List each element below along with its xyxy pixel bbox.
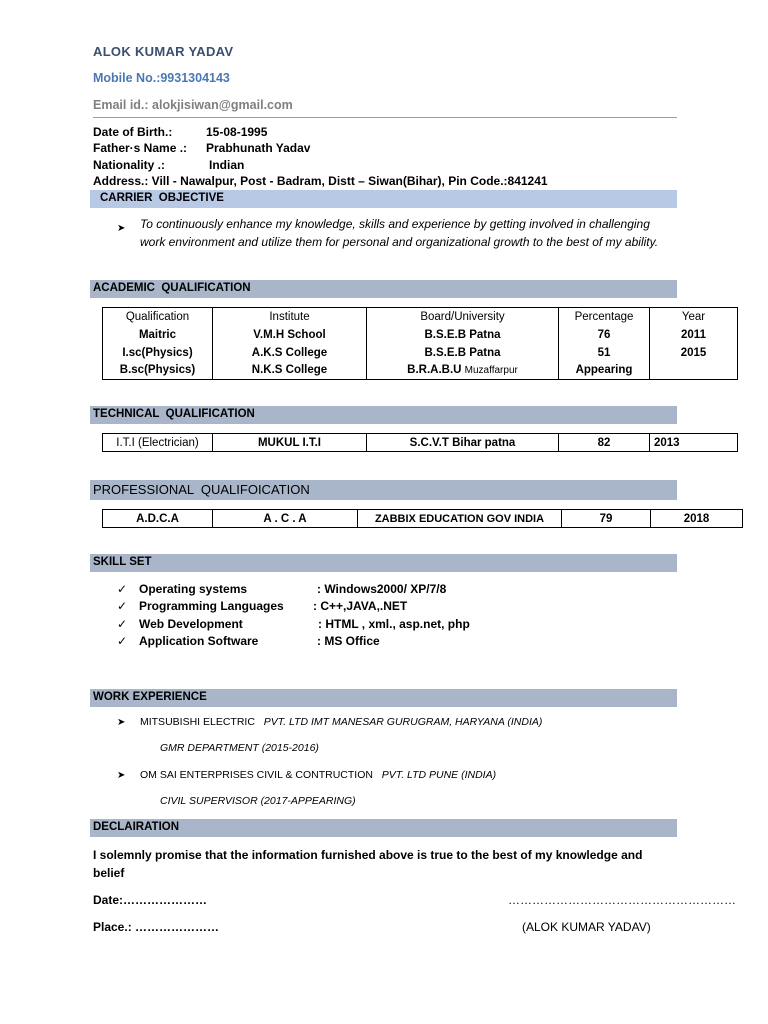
dob-value: 15-08-1995 bbox=[206, 125, 268, 139]
skill-value: : Windows2000/ XP/7/8 bbox=[317, 582, 447, 596]
check-bullet-icon: ✓ bbox=[117, 582, 128, 596]
signature-name: (ALOK KUMAR YADAV) bbox=[522, 920, 651, 934]
professional-table bbox=[102, 509, 743, 528]
candidate-name: ALOK KUMAR YADAV bbox=[93, 44, 234, 59]
date-field: Date:………………… bbox=[93, 893, 208, 907]
skill-value: : HTML , xml., asp.net, php bbox=[318, 617, 470, 631]
technical-table bbox=[102, 433, 738, 452]
signature-line: ………………………………………………… bbox=[508, 893, 736, 907]
table-cell: A . C . A bbox=[213, 510, 358, 528]
table-cell: V.M.H School bbox=[213, 326, 367, 344]
table-cell: I.T.I (Electrician) bbox=[103, 434, 213, 452]
nationality-label: Nationality .: bbox=[93, 158, 166, 172]
dob-label: Date of Birth.: bbox=[93, 125, 173, 139]
list-item bbox=[117, 716, 542, 728]
job-role: GMR DEPARTMENT (2015-2016) bbox=[160, 742, 319, 754]
declaration-text: I solemnly promise that the information furnished above is true to the best of my knowledge and belief bbox=[93, 848, 643, 880]
table-header: Institute bbox=[213, 308, 367, 326]
table-cell: Appearing bbox=[559, 362, 650, 380]
academic-table bbox=[102, 307, 738, 380]
table-row bbox=[103, 326, 738, 344]
mobile-number: Mobile No.:9931304143 bbox=[93, 71, 230, 85]
table-row bbox=[103, 434, 738, 452]
check-bullet-icon: ✓ bbox=[117, 617, 128, 631]
table-cell: N.K.S College bbox=[213, 362, 367, 380]
board-city: Muzaffarpur bbox=[464, 365, 518, 377]
nationality-value: Indian bbox=[209, 158, 245, 172]
objective-text: To continuously enhance my knowledge, skills and experience by getting involved in challenging work environment and utilize them for personal and organizational growth to the best of my ability. bbox=[140, 217, 659, 249]
work-heading: WORK EXPERIENCE bbox=[90, 689, 677, 707]
arrow-bullet-icon: ➤ bbox=[117, 717, 126, 728]
table-cell: B.sc(Physics) bbox=[103, 362, 213, 380]
table-header: Percentage bbox=[559, 308, 650, 326]
skill-key: Web Development bbox=[139, 617, 243, 631]
table-cell: B.S.E.B Patna bbox=[367, 326, 559, 344]
table-cell: 79 bbox=[562, 510, 651, 528]
table-cell: 2013 bbox=[650, 434, 738, 452]
declaration-heading: DECLAIRATION bbox=[90, 819, 677, 837]
table-cell: ZABBIX EDUCATION GOV INDIA bbox=[358, 510, 562, 528]
skill-value: : C++,JAVA,.NET bbox=[313, 599, 408, 613]
header-divider bbox=[93, 117, 677, 118]
professional-heading: PROFESSIONAL QUALIFOICATION bbox=[90, 480, 677, 500]
table-cell: 82 bbox=[559, 434, 650, 452]
table-cell: A.D.C.A bbox=[103, 510, 213, 528]
technical-heading: TECHNICAL QUALIFICATION bbox=[90, 406, 677, 424]
father-name-label: Father·s Name .: bbox=[93, 141, 188, 155]
company-detail: PVT. LTD PUNE (INDIA) bbox=[381, 769, 497, 781]
skill-value: : MS Office bbox=[317, 634, 380, 648]
objective-heading: CARRIER OBJECTIVE bbox=[90, 190, 677, 208]
skill-key: Application Software bbox=[139, 634, 259, 648]
table-cell: 2018 bbox=[651, 510, 743, 528]
table-header: Year bbox=[650, 308, 738, 326]
table-row bbox=[103, 510, 743, 528]
place-field: Place.: ………………… bbox=[93, 920, 220, 934]
email-address: Email id.: alokjisiwan@gmail.com bbox=[93, 98, 293, 112]
skills-heading: SKILL SET bbox=[90, 554, 677, 572]
table-cell: 2015 bbox=[650, 344, 738, 362]
father-name-value: Prabhunath Yadav bbox=[206, 141, 311, 155]
table-cell: S.C.V.T Bihar patna bbox=[367, 434, 559, 452]
skill-key: Operating systems bbox=[139, 582, 248, 596]
company-detail: PVT. LTD IMT MANESAR GURUGRAM, HARYANA (INDIA) bbox=[263, 716, 543, 728]
table-cell bbox=[367, 362, 559, 380]
table-row bbox=[103, 362, 738, 380]
company-name: OM SAI ENTERPRISES CIVIL & CONTRUCTION bbox=[139, 769, 373, 781]
table-cell: A.K.S College bbox=[213, 344, 367, 362]
table-header: Qualification bbox=[103, 308, 213, 326]
address-line: Address.: Vill - Nawalpur, Post - Badram, Distt – Siwan(Bihar), Pin Code.:841241 bbox=[93, 174, 548, 188]
board-name: B.R.A.B.U bbox=[407, 364, 462, 377]
arrow-bullet-icon: ➤ bbox=[117, 223, 126, 234]
company-name: MITSUBISHI ELECTRIC bbox=[139, 716, 255, 728]
table-cell bbox=[650, 362, 738, 380]
check-bullet-icon: ✓ bbox=[117, 634, 128, 648]
skill-key: Programming Languages bbox=[139, 599, 284, 613]
job-role: CIVIL SUPERVISOR (2017-APPEARING) bbox=[160, 795, 356, 807]
table-row bbox=[103, 344, 738, 362]
list-item bbox=[117, 769, 496, 781]
table-cell: B.S.E.B Patna bbox=[367, 344, 559, 362]
arrow-bullet-icon: ➤ bbox=[117, 770, 126, 781]
table-cell: 76 bbox=[559, 326, 650, 344]
check-bullet-icon: ✓ bbox=[117, 599, 128, 613]
table-header: Board/University bbox=[367, 308, 559, 326]
table-cell: 2011 bbox=[650, 326, 738, 344]
table-cell: 51 bbox=[559, 344, 650, 362]
table-cell: I.sc(Physics) bbox=[103, 344, 213, 362]
academic-heading: ACADEMIC QUALIFICATION bbox=[90, 280, 677, 298]
table-cell: Maitric bbox=[103, 326, 213, 344]
table-cell: MUKUL I.T.I bbox=[213, 434, 367, 452]
table-header-row bbox=[103, 308, 738, 326]
